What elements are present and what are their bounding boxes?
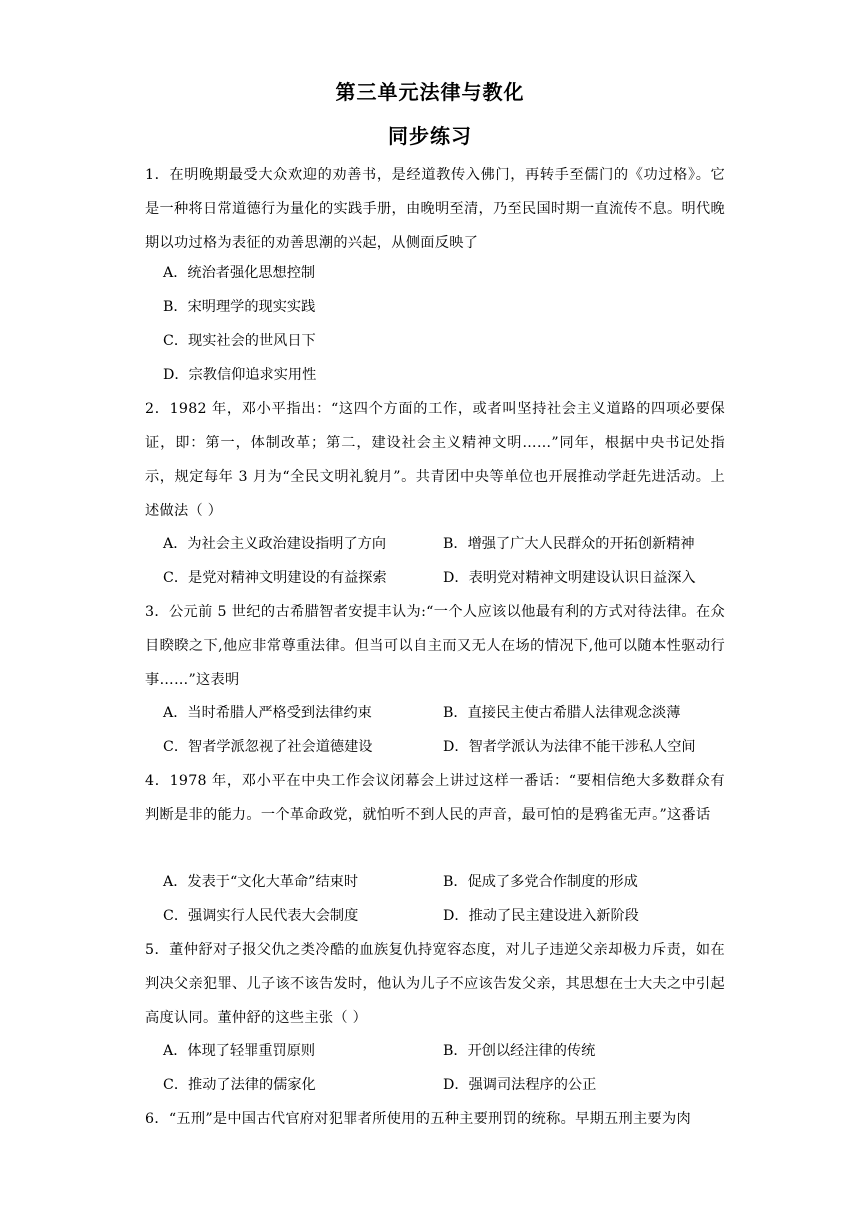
- question-2-option-row: [163, 561, 733, 595]
- question-2-option-b: B．增强了广大人民群众的开拓创新精神: [443, 536, 695, 552]
- question-5-stem: 5．董仲舒对子报父仇之类冷酷的血族复仇持宽容态度，对儿子违逆父亲却极力斥责，如在判决父亲犯罪、儿子该不该告发时，他认为儿子不应该告发父亲，其思想在士大夫之中引起高度认同。董仲舒的这些主张（ ）: [145, 942, 725, 1026]
- question-5-option-row: [163, 1034, 733, 1068]
- question-5-option-b: B．开创以经注律的传统: [443, 1043, 596, 1059]
- question-3-stem: 3．公元前 5 世纪的古希腊智者安提丰认为:“一个人应该以他最有利的方式对待法律。在众目睽睽之下,他应非常尊重法律。但当可以自主而又无人在场的情况下,他可以随本性驱动行事……”这表明: [145, 604, 725, 688]
- page-subtitle: 同步练习: [388, 124, 472, 148]
- question-1-option-d: D．宗教信仰追求实用性: [163, 367, 317, 383]
- question-1-stem: 1．在明晚期最受大众欢迎的劝善书，是经道教传入佛门，再转手至儒门的《功过格》。它是一种将日常道德行为量化的实践手册，由晚明至清，乃至民国时期一直流传不息。明代晚期以功过格为表征的劝善思潮的兴起，从侧面反映了: [145, 167, 725, 251]
- question-4-option-c: C．强调实行人民代表大会制度: [163, 908, 359, 924]
- question-1-option-row: [163, 290, 733, 324]
- question-4-stem: 4．1978 年，邓小平在中央工作会议闭幕会上讲过这样一番话：“要相信绝大多数群众有判断是非的能力。一个革命政党，就怕听不到人民的声音，最可怕的是鸦雀无声。”这番话: [145, 773, 725, 823]
- question-3-option-d: D．智者学派认为法律不能干涉私人空间: [443, 739, 696, 755]
- question-2-option-a: A．为社会主义政治建设指明了方向: [163, 536, 387, 552]
- question-5-option-a: A．体现了轻罪重罚原则: [163, 1043, 316, 1059]
- question-5-option-d: D．强调司法程序的公正: [443, 1077, 597, 1093]
- question-2-stem: 2．1982 年，邓小平指出：“这四个方面的工作，或者叫坚持社会主义道路的四项必要保证，即：第一，体制改革；第二，建设社会主义精神文明……”同年，根据中央书记处指示，规定每年 3 月为“全民文明礼貌月”。共青团中央等单位也开展推动学赶先进活动。上述做法（ ）: [145, 401, 725, 519]
- question-3-option-a: A．当时希腊人严格受到法律约束: [163, 705, 372, 721]
- question-5-option-c: C．推动了法律的儒家化: [163, 1077, 316, 1093]
- question-3-option-c: C．智者学派忽视了社会道德建设: [163, 739, 373, 755]
- question-1-option-row: [163, 324, 733, 358]
- question-1-option-a: A．统治者强化思想控制: [163, 265, 316, 281]
- question-2-option-c: C．是党对精神文明建设的有益探索: [163, 570, 387, 586]
- question-5-option-row: [163, 1068, 733, 1102]
- question-4-option-row: [163, 899, 733, 933]
- question-1-option-b: B．宋明理学的现实实践: [163, 299, 316, 315]
- question-1-option-row: [163, 256, 733, 290]
- question-2-option-row: [163, 527, 733, 561]
- question-4-option-d: D．推动了民主建设进入新阶段: [443, 908, 639, 924]
- page-title: 第三单元法律与教化: [335, 80, 525, 104]
- question-3-option-row: [163, 696, 733, 730]
- question-3-option-row: [163, 730, 733, 764]
- question-1-option-c: C．现实社会的世风日下: [163, 333, 316, 349]
- question-3-option-b: B．直接民主使古希腊人法律观念淡薄: [443, 705, 681, 721]
- question-6-stem: 6．“五刑”是中国古代官府对犯罪者所使用的五种主要刑罚的统称。早期五刑主要为肉: [145, 1111, 691, 1127]
- question-4-option-row: [163, 865, 733, 899]
- question-1-option-row: [163, 358, 733, 392]
- question-4-option-b: B．促成了多党合作制度的形成: [443, 874, 638, 890]
- question-2-option-d: D．表明党对精神文明建设认识日益深入: [443, 570, 696, 586]
- question-4-option-a: A．发表于“文化大革命”结束时: [163, 874, 359, 890]
